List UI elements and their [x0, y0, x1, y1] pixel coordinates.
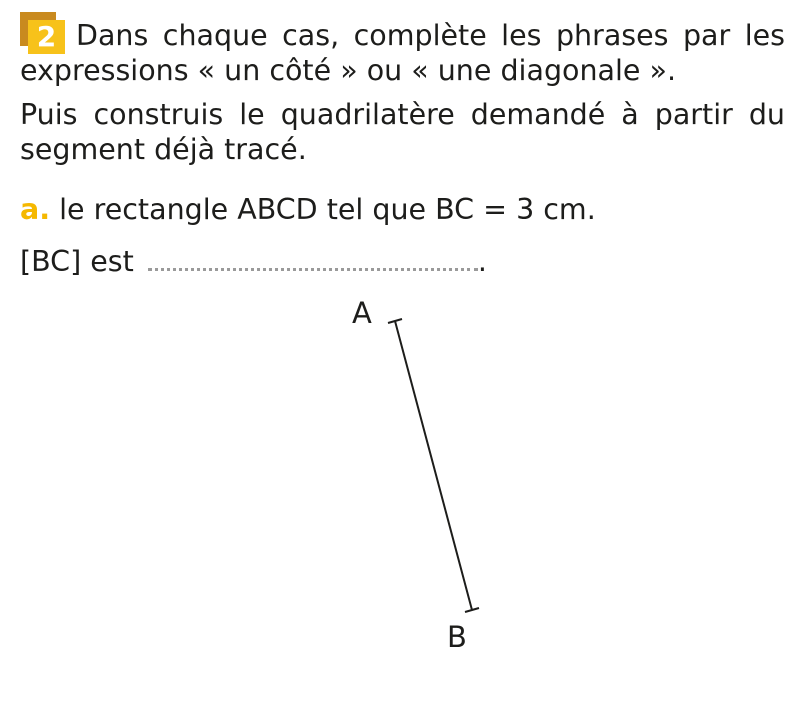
point-label-a: A: [352, 296, 372, 330]
item-a-text: le rectangle ABCD tel que BC = 3 cm.: [59, 193, 596, 226]
answer-prompt: [BC] est: [20, 245, 134, 278]
item-a-label: a.: [20, 193, 51, 226]
instruction-line-2: expressions « un côté » ou « une diagonale ».: [20, 54, 677, 87]
instruction-text-1: Dans chaque cas, complète les phrases par les: [76, 19, 785, 52]
exercise-number: 2: [28, 20, 65, 54]
construction-line-2: segment déjà tracé.: [20, 133, 307, 166]
point-label-b: B: [447, 620, 467, 654]
answer-end: .: [477, 245, 487, 278]
construction-line-1: Puis construis le quadrilatère demandé à partir du: [20, 98, 785, 131]
segment-ab: [395, 321, 472, 610]
